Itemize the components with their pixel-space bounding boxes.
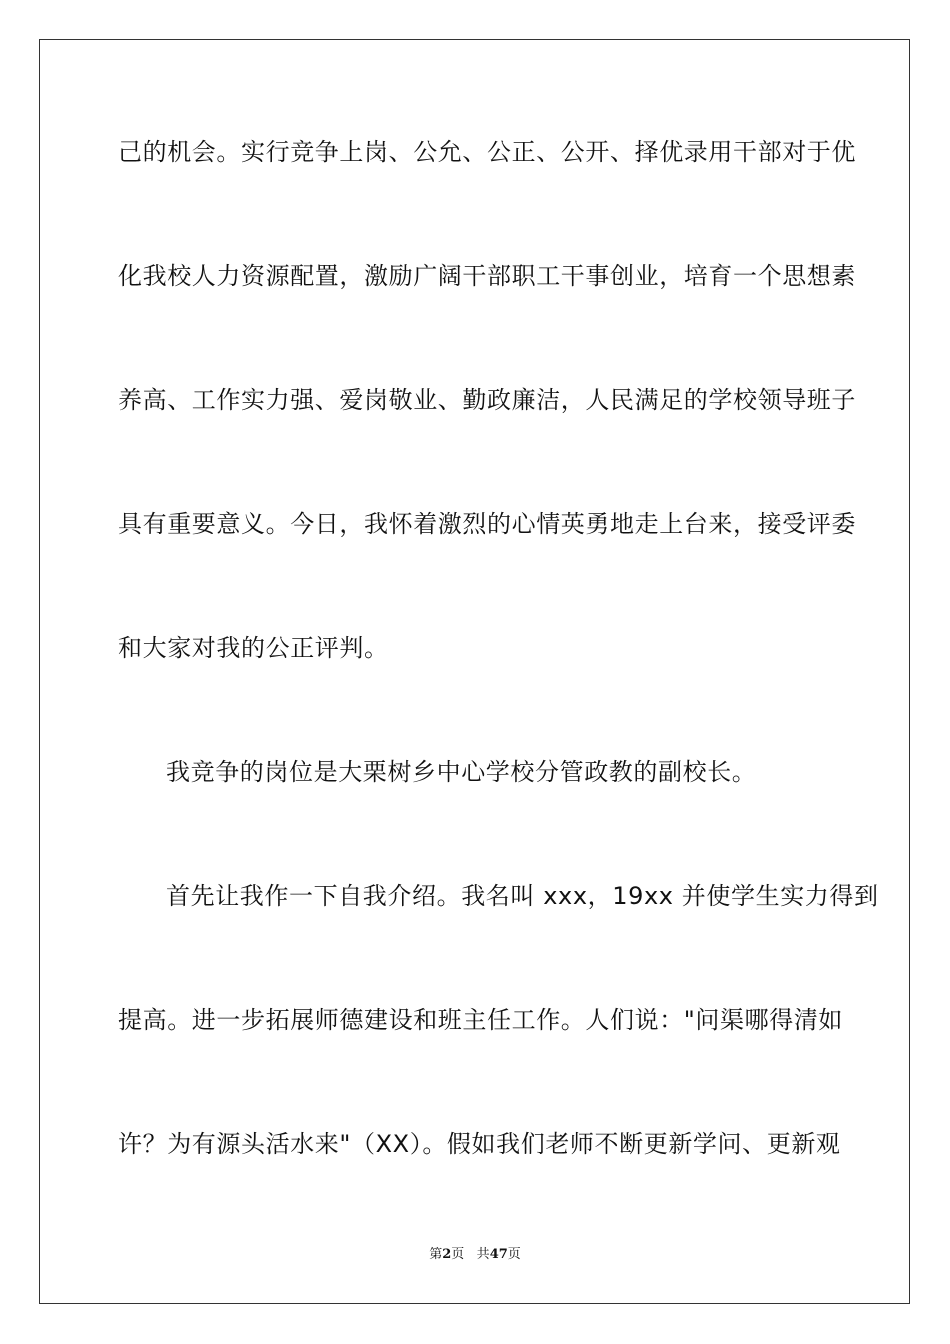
body-text-line: 和大家对我的公正评判。 [118, 634, 389, 662]
footer-total-suffix: 页 [507, 1247, 521, 1262]
footer-total-prefix: 共 [476, 1247, 490, 1262]
page-border [39, 39, 910, 1304]
footer-page-suffix: 页 [451, 1247, 465, 1262]
body-text-line: 提高。进一步拓展师德建设和班主任工作。人们说："问渠哪得清如 [118, 1006, 844, 1034]
page-footer [0, 1246, 950, 1264]
paragraph-first-line: 首先让我作一下自我介绍。我名叫 xxx，19xx 并使学生实力得到 [166, 882, 879, 910]
footer-page-prefix: 第 [429, 1247, 443, 1262]
paragraph-first-line: 我竞争的岗位是大栗树乡中心学校分管政教的副校长。 [166, 758, 757, 786]
body-text-line: 己的机会。实行竞争上岗、公允、公正、公开、择优录用干部对于优 [118, 138, 856, 166]
body-text-line: 许？为有源头活水来"（XX）。假如我们老师不断更新学问、更新观 [118, 1130, 841, 1158]
body-text-line: 具有重要意义。今日，我怀着激烈的心情英勇地走上台来，接受评委 [118, 510, 856, 538]
footer-total-pages: 47 [489, 1247, 508, 1262]
body-text-line: 化我校人力资源配置，激励广阔干部职工干事创业，培育一个思想素 [118, 262, 856, 290]
body-text-line: 养高、工作实力强、爱岗敬业、勤政廉洁，人民满足的学校领导班子 [118, 386, 856, 414]
footer-page-number: 2 [442, 1247, 452, 1262]
